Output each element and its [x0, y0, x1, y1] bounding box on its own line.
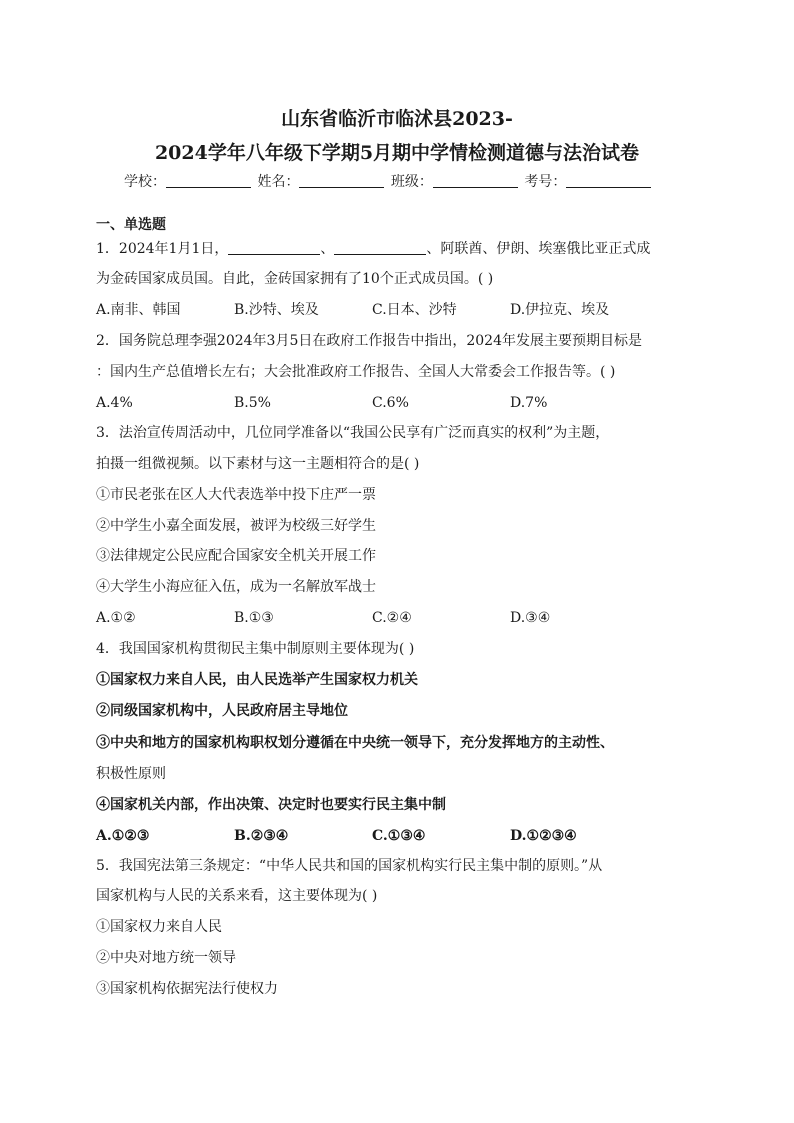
question-5-line-1: 5．我国宪法第三条规定：“中华人民共和国的国家机构实行民主集中制的原则。”从: [96, 858, 603, 874]
question-2-line-2: ：国内生产总值增长左右；大会批准政府工作报告、全国人大常委会工作报告等。( ): [96, 364, 616, 380]
q3-option-c[interactable]: C.②④: [372, 610, 412, 626]
question-4-item-4: ④国家机关内部，作出决策、决定时也要实行民主集中制: [96, 797, 446, 813]
exam-title-line2: 2024学年八年级下学期5月期中学情检测道德与法治试卷: [154, 142, 640, 164]
name-field[interactable]: [299, 173, 384, 188]
q1-option-c[interactable]: C.日本、沙特: [372, 302, 457, 318]
student-info-row: [124, 171, 653, 191]
school-field[interactable]: [166, 173, 251, 188]
question-5-item-1: ①国家权力来自人民: [96, 919, 222, 935]
question-4-item-2: ②同级国家机构中，人民政府居主导地位: [96, 703, 348, 719]
question-3-item-1: ①市民老张在区人大代表选举中投下庄严一票: [96, 487, 376, 503]
name-label: 姓名：: [257, 174, 300, 190]
school-label: 学校：: [124, 174, 166, 190]
question-5-item-3: ③国家机构依据宪法行使权力: [96, 981, 278, 997]
q2-option-d[interactable]: D.7%: [510, 395, 548, 411]
q1-text-mid: 、: [320, 241, 335, 257]
question-4-item-3: ③中央和地方的国家机构职权划分遵循在中央统一领导下，充分发挥地方的主动性、: [96, 735, 614, 751]
q3-option-a[interactable]: A.①②: [96, 610, 136, 626]
class-label: 班级：: [390, 174, 433, 190]
question-1-line-2: 为金砖国家成员国。自此，金砖国家拥有了10个正式成员国。( ): [96, 271, 494, 287]
q1-blank-1: [228, 240, 320, 255]
q4-option-b[interactable]: B.②③④: [234, 828, 289, 844]
question-4-line-1: 4．我国国家机构贯彻民主集中制原则主要体现为( ): [96, 641, 415, 657]
q2-option-b[interactable]: B.5%: [234, 395, 271, 411]
question-5-line-2: 国家机构与人民的关系来看，这主要体现为( ): [96, 888, 378, 904]
q1-text-before: 1．2024年1月1日，: [96, 241, 229, 257]
q3-option-b[interactable]: B.①③: [234, 610, 274, 626]
class-field[interactable]: [433, 173, 518, 188]
question-3-item-2: ②中学生小嘉全面发展，被评为校级三好学生: [96, 518, 376, 534]
q1-option-b[interactable]: B.沙特、埃及: [234, 302, 319, 318]
question-4-item-3-cont: 积极性原则: [96, 766, 166, 782]
exam-number-label: 考号：: [524, 174, 567, 190]
question-3-line-1: 3．法治宣传周活动中，几位同学准备以“我国公民享有广泛而真实的权利”为主题，: [96, 425, 610, 441]
question-3-item-4: ④大学生小海应征入伍，成为一名解放军战士: [96, 579, 376, 595]
q1-blank-2: [334, 240, 426, 255]
question-3-item-3: ③法律规定公民应配合国家安全机关开展工作: [96, 548, 376, 564]
q4-option-a[interactable]: A.①②③: [96, 828, 150, 844]
question-3-line-2: 拍摄一组微视频。以下素材与这一主题相符合的是( ): [96, 456, 420, 472]
question-4-item-1: ①国家权力来自人民，由人民选举产生国家权力机关: [96, 672, 418, 688]
question-5-item-2: ②中央对地方统一领导: [96, 950, 236, 966]
q1-text-after: 、阿联酋、伊朗、埃塞俄比亚正式成: [426, 241, 651, 257]
exam-title-line1: 山东省临沂市临沭县2023-: [281, 108, 513, 130]
q4-option-d[interactable]: D.①②③④: [510, 828, 577, 844]
q2-option-c[interactable]: C.6%: [372, 395, 409, 411]
question-1-line-1: [96, 240, 650, 258]
exam-number-field[interactable]: [566, 173, 651, 188]
q4-option-c[interactable]: C.①③④: [372, 828, 426, 844]
q2-option-a[interactable]: A.4%: [96, 395, 133, 411]
section-title: 一、单选题: [96, 217, 166, 233]
q1-option-d[interactable]: D.伊拉克、埃及: [510, 302, 610, 318]
q1-option-a[interactable]: A.南非、韩国: [96, 302, 181, 318]
question-2-line-1: 2．国务院总理李强2024年3月5日在政府工作报告中指出，2024年发展主要预期目标是: [96, 333, 642, 349]
q3-option-d[interactable]: D.③④: [510, 610, 551, 626]
